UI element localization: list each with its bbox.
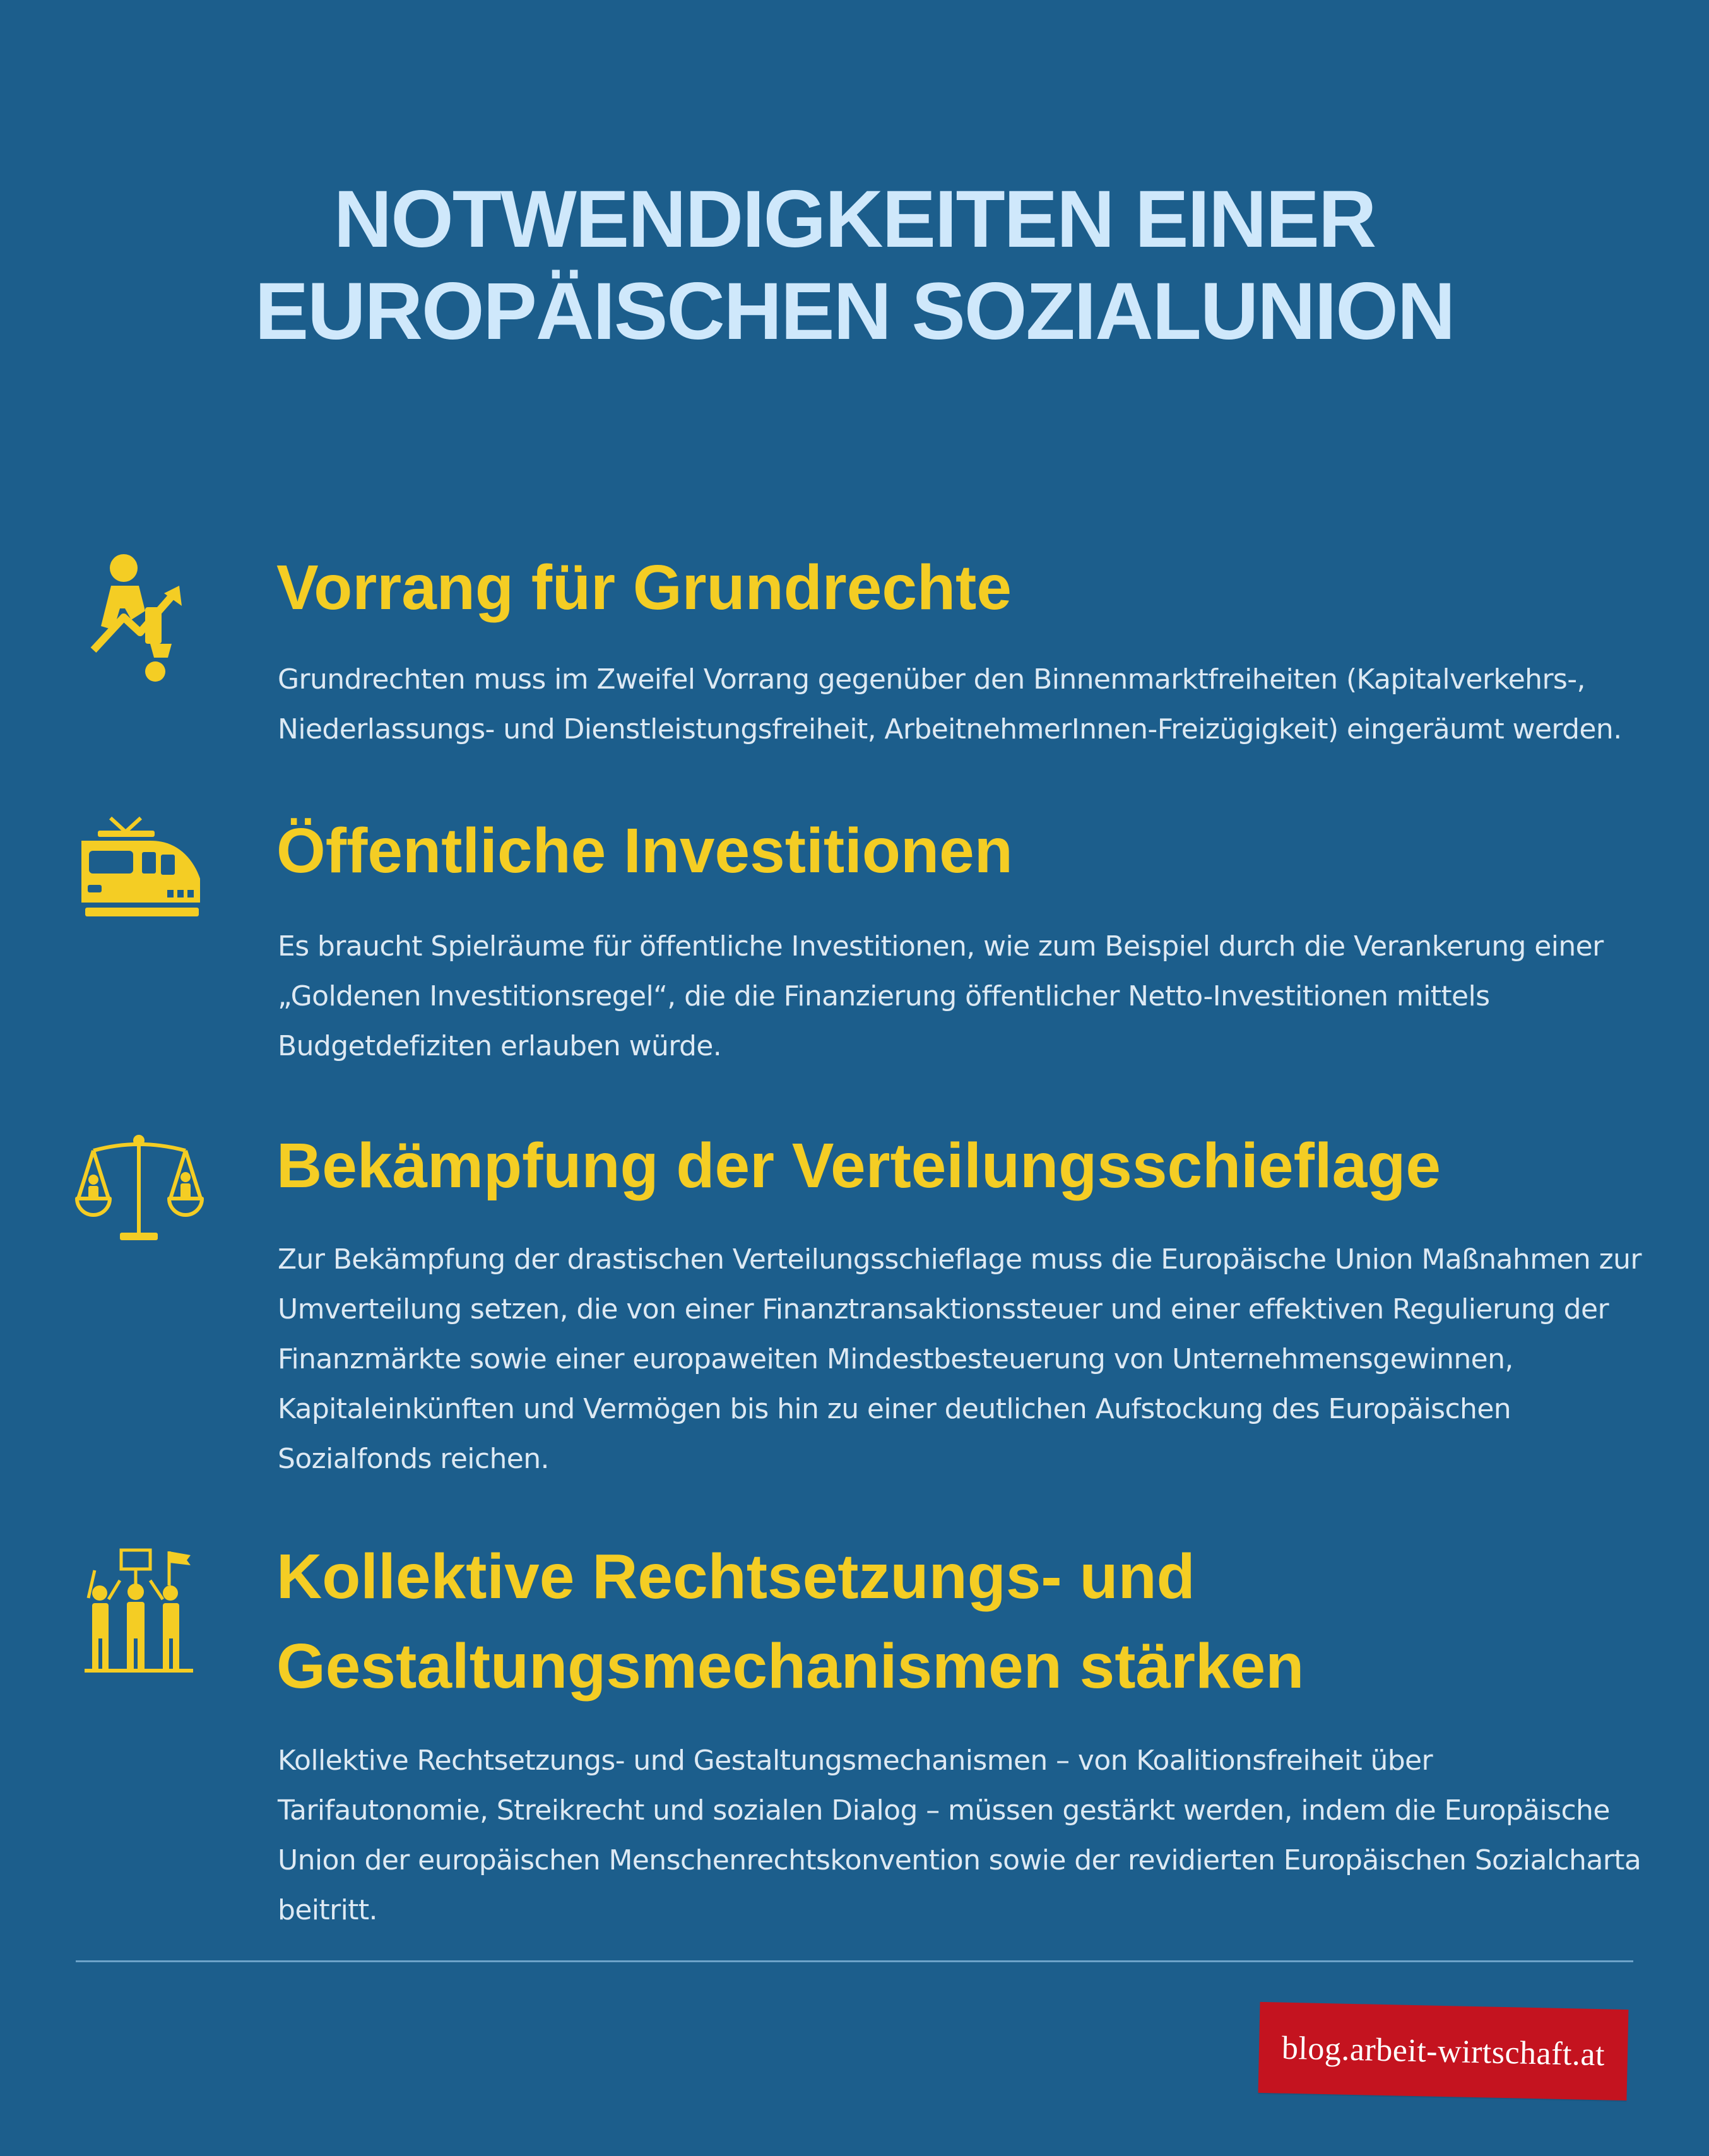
section-heading-grundrechte: Vorrang für Grundrechte	[276, 552, 1012, 623]
section-heading-kollektive: Kollektive Rechtsetzungs- und Gestaltungsmechanismen stärken	[276, 1541, 1304, 1702]
section-text-grundrechte: Grundrechten muss im Zweifel Vorrang gegenüber den Binnenmarktfreiheiten (Kapitalverkehrs-, Niederlassungs- und Dienstleistungsfreiheit, ArbeitnehmerInnen-Freizügigkeit) eingeräumt werden.	[278, 663, 1622, 745]
section-text-verteilung: Zur Bekämpfung der drastischen Verteilungsschieflage muss die Europäische Union Maßnahmen zur Umverteilung setzen, die von einer Finanztransaktionssteuer und einer effektiven Regulierung der Finanzmärkte sowie einer europaweiten Mindestbesteuerung von Unternehmensgewinnen, Kapitaleinkünften und Vermögen bis hin zu einer deutlichen Aufstockung des Europäischen Sozialfonds reichen.	[278, 1243, 1641, 1475]
blog-logo-text: blog.arbeit-wirtschaft.at	[1281, 2030, 1606, 2073]
section-text-investitionen: Es braucht Spielräume für öffentliche Investitionen, wie zum Beispiel durch die Verankerung einer „Goldenen Investitionsregel“, die die Finanzierung öffentlicher Netto-Investitionen mittels Budgetdefiziten erlauben würde.	[278, 930, 1604, 1062]
train-icon	[73, 815, 205, 923]
balance-scale-icon	[74, 1133, 204, 1245]
protesters-icon	[82, 1548, 196, 1674]
person-rising-chart-icon	[87, 549, 194, 685]
footer-divider	[76, 1960, 1633, 1962]
section-heading-verteilung: Bekämpfung der Verteilungsschieflage	[276, 1130, 1441, 1201]
section-heading-investitionen: Öffentliche Investitionen	[276, 815, 1013, 886]
blog-logo	[1258, 2002, 1629, 2100]
section-text-kollektive: Kollektive Rechtsetzungs- und Gestaltungsmechanismen – von Koalitionsfreiheit über Tarifautonomie, Streikrecht und sozialen Dialog – müssen gestärkt werden, indem die Europäische Union der europäischen Menschenrechtskonvention sowie der revidierten Europäischen Sozialcharta beitritt.	[278, 1744, 1641, 1926]
page-title: NOTWENDIGKEITEN EINER EUROPÄISCHEN SOZIALUNION	[254, 174, 1455, 357]
